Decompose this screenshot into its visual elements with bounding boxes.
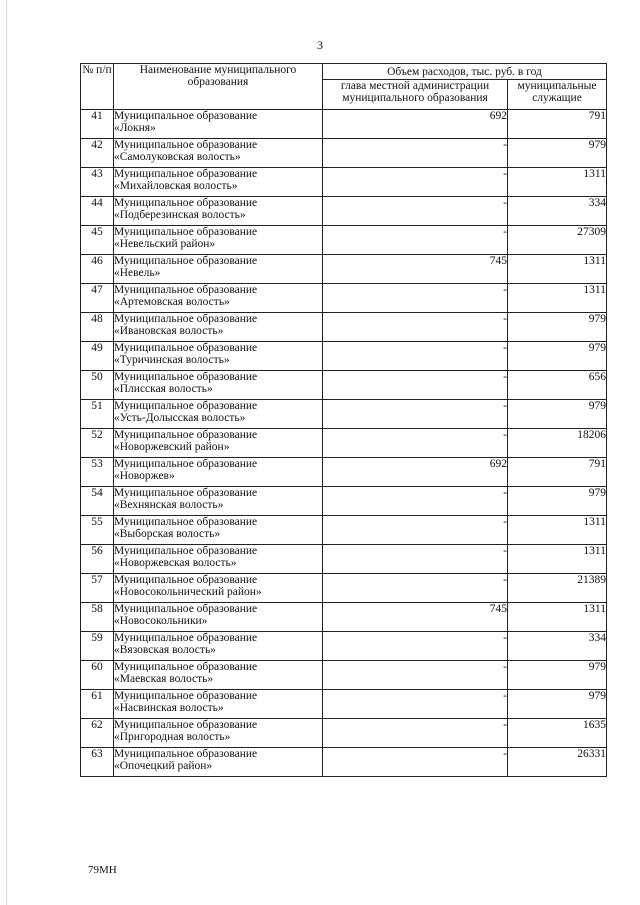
municipality-name <box>114 139 323 168</box>
municipality-type: Муниципальное образование <box>114 429 258 441</box>
municipality-title: «Артемовская волость» <box>114 296 230 308</box>
head-expense-cell: - <box>323 748 508 777</box>
municipality-type: Муниципальное образование <box>114 284 258 296</box>
head-expense-cell: - <box>323 545 508 574</box>
row-number: 56 <box>81 545 114 574</box>
employees-expense-cell: 979 <box>508 690 607 719</box>
municipality-title: «Ивановская волость» <box>114 325 224 337</box>
employees-expense-cell: 334 <box>508 197 607 226</box>
municipality-title: «Опочецкий район» <box>114 760 213 772</box>
head-expense-cell: - <box>323 429 508 458</box>
table-row <box>81 574 607 603</box>
row-number: 50 <box>81 371 114 400</box>
employees-expense-cell: 1311 <box>508 168 607 197</box>
row-number: 60 <box>81 661 114 690</box>
row-number: 46 <box>81 255 114 284</box>
municipality-type: Муниципальное образование <box>114 603 258 615</box>
employees-expense-cell: 1311 <box>508 516 607 545</box>
table-row <box>81 603 607 632</box>
municipality-title: «Подберезинская волость» <box>114 209 246 221</box>
municipality-type: Муниципальное образование <box>114 313 258 325</box>
table-row <box>81 197 607 226</box>
municipality-title: «Новосокольники» <box>114 615 208 627</box>
municipality-type: Муниципальное образование <box>114 632 258 644</box>
municipality-type: Муниципальное образование <box>114 255 258 267</box>
table-row <box>81 139 607 168</box>
head-expense-cell: - <box>323 168 508 197</box>
row-number: 48 <box>81 313 114 342</box>
table-row <box>81 458 607 487</box>
row-number: 58 <box>81 603 114 632</box>
row-number: 53 <box>81 458 114 487</box>
municipality-type: Муниципальное образование <box>114 516 258 528</box>
table-row <box>81 110 607 139</box>
head-expense-cell: 745 <box>323 603 508 632</box>
municipality-title: «Туричинская волость» <box>114 354 230 366</box>
municipality-name <box>114 574 323 603</box>
head-expense-cell: - <box>323 342 508 371</box>
employees-expense-cell: 1311 <box>508 284 607 313</box>
table-row <box>81 342 607 371</box>
employees-expense-cell: 1635 <box>508 719 607 748</box>
municipality-name <box>114 632 323 661</box>
municipality-type: Муниципальное образование <box>114 342 258 354</box>
municipality-title: «Маевская волость» <box>114 673 214 685</box>
municipality-type: Муниципальное образование <box>114 690 258 702</box>
employees-expense-cell: 979 <box>508 487 607 516</box>
table-row <box>81 545 607 574</box>
municipality-title: «Выборская волость» <box>114 528 221 540</box>
municipality-name <box>114 400 323 429</box>
table-row <box>81 400 607 429</box>
employees-expense-cell: 979 <box>508 342 607 371</box>
municipality-name <box>114 545 323 574</box>
table-row <box>81 661 607 690</box>
employees-expense-cell: 21389 <box>508 574 607 603</box>
employees-expense-cell: 26331 <box>508 748 607 777</box>
head-expense-cell: - <box>323 516 508 545</box>
municipality-title: «Плисская волость» <box>114 383 213 395</box>
row-number: 41 <box>81 110 114 139</box>
municipality-type: Муниципальное образование <box>114 400 258 412</box>
head-expense-cell: 745 <box>323 255 508 284</box>
row-number: 57 <box>81 574 114 603</box>
row-number: 59 <box>81 632 114 661</box>
table-row <box>81 168 607 197</box>
table-row <box>81 516 607 545</box>
employees-expense-cell: 979 <box>508 661 607 690</box>
head-expense-cell: - <box>323 487 508 516</box>
header-spending: Объем расходов, тыс. руб. в год <box>323 64 607 80</box>
head-expense-cell: - <box>323 197 508 226</box>
municipality-type: Муниципальное образование <box>114 139 258 151</box>
municipality-name <box>114 661 323 690</box>
employees-expense-cell: 18206 <box>508 429 607 458</box>
municipality-title: «Вехнянская волость» <box>114 499 224 511</box>
municipality-title: «Новоржевская волость» <box>114 557 237 569</box>
employees-expense-cell: 1311 <box>508 255 607 284</box>
municipality-title: «Локня» <box>114 122 156 134</box>
row-number: 51 <box>81 400 114 429</box>
municipality-name <box>114 603 323 632</box>
employees-expense-cell: 1311 <box>508 603 607 632</box>
row-number: 43 <box>81 168 114 197</box>
head-expense-cell: - <box>323 284 508 313</box>
employees-expense-cell: 656 <box>508 371 607 400</box>
table-row <box>81 487 607 516</box>
scan-edge-line <box>6 0 7 905</box>
header-municipal-employees: муниципальные служащие <box>508 80 607 110</box>
municipality-title: «Усть-Долысская волость» <box>114 412 246 424</box>
head-expense-cell: 692 <box>323 458 508 487</box>
row-number: 49 <box>81 342 114 371</box>
footer-code: 79МН <box>88 864 117 876</box>
head-expense-cell: - <box>323 574 508 603</box>
municipality-title: «Новоржевский район» <box>114 441 230 453</box>
head-expense-cell: - <box>323 690 508 719</box>
municipality-type: Муниципальное образование <box>114 661 258 673</box>
table-row <box>81 255 607 284</box>
table-row <box>81 719 607 748</box>
employees-expense-cell: 791 <box>508 458 607 487</box>
municipality-type: Муниципальное образование <box>114 168 258 180</box>
head-expense-cell: - <box>323 632 508 661</box>
municipality-title: «Насвинская волость» <box>114 702 224 714</box>
municipality-name <box>114 226 323 255</box>
row-number: 47 <box>81 284 114 313</box>
employees-expense-cell: 791 <box>508 110 607 139</box>
employees-expense-cell: 979 <box>508 139 607 168</box>
row-number: 61 <box>81 690 114 719</box>
table-header <box>81 64 607 110</box>
employees-expense-cell: 979 <box>508 313 607 342</box>
municipality-type: Муниципальное образование <box>114 719 258 731</box>
header-number: № п/п <box>81 64 114 110</box>
row-number: 52 <box>81 429 114 458</box>
employees-expense-cell: 334 <box>508 632 607 661</box>
header-head-of-administration: глава местной администрации муниципального образования <box>323 80 508 110</box>
head-expense-cell: - <box>323 719 508 748</box>
municipality-title: «Михайловская волость» <box>114 180 238 192</box>
municipality-title: «Новоржев» <box>114 470 175 482</box>
head-expense-cell: - <box>323 400 508 429</box>
table-row <box>81 632 607 661</box>
municipality-name <box>114 284 323 313</box>
head-expense-cell: - <box>323 371 508 400</box>
table-row <box>81 690 607 719</box>
municipality-name <box>114 342 323 371</box>
page-number: 3 <box>317 38 323 52</box>
employees-expense-cell: 979 <box>508 400 607 429</box>
municipality-name <box>114 516 323 545</box>
row-number: 44 <box>81 197 114 226</box>
table-row <box>81 748 607 777</box>
municipality-name <box>114 313 323 342</box>
municipality-name <box>114 719 323 748</box>
row-number: 54 <box>81 487 114 516</box>
employees-expense-cell: 1311 <box>508 545 607 574</box>
head-expense-cell: - <box>323 226 508 255</box>
table-body <box>81 110 607 777</box>
municipality-type: Муниципальное образование <box>114 574 258 586</box>
municipality-title: «Новосокольнический район» <box>114 586 262 598</box>
head-expense-cell: 692 <box>323 110 508 139</box>
municipality-type: Муниципальное образование <box>114 545 258 557</box>
municipality-name <box>114 487 323 516</box>
municipality-title: «Невельский район» <box>114 238 216 250</box>
municipality-title: «Вязовская волость» <box>114 644 216 656</box>
table-row <box>81 429 607 458</box>
municipality-type: Муниципальное образование <box>114 110 258 122</box>
row-number: 63 <box>81 748 114 777</box>
header-name: Наименование муниципального образования <box>114 64 323 110</box>
municipality-type: Муниципальное образование <box>114 197 258 209</box>
municipality-type: Муниципальное образование <box>114 371 258 383</box>
municipality-name <box>114 168 323 197</box>
head-expense-cell: - <box>323 139 508 168</box>
table-row <box>81 284 607 313</box>
row-number: 62 <box>81 719 114 748</box>
municipality-name <box>114 371 323 400</box>
head-expense-cell: - <box>323 313 508 342</box>
municipality-name <box>114 110 323 139</box>
employees-expense-cell: 27309 <box>508 226 607 255</box>
municipality-title: «Самолуковская волость» <box>114 151 241 163</box>
municipality-name <box>114 197 323 226</box>
row-number: 42 <box>81 139 114 168</box>
municipality-name <box>114 748 323 777</box>
table-row <box>81 371 607 400</box>
head-expense-cell: - <box>323 661 508 690</box>
municipality-name <box>114 458 323 487</box>
row-number: 55 <box>81 516 114 545</box>
table-row <box>81 226 607 255</box>
municipality-type: Муниципальное образование <box>114 487 258 499</box>
municipality-type: Муниципальное образование <box>114 748 258 760</box>
expenditure-table <box>80 63 607 777</box>
row-number: 45 <box>81 226 114 255</box>
table-row <box>81 313 607 342</box>
municipality-title: «Пригородная волость» <box>114 731 231 743</box>
municipality-name <box>114 255 323 284</box>
municipality-title: «Невель» <box>114 267 161 279</box>
municipality-type: Муниципальное образование <box>114 458 258 470</box>
municipality-name <box>114 429 323 458</box>
municipality-name <box>114 690 323 719</box>
municipality-type: Муниципальное образование <box>114 226 258 238</box>
